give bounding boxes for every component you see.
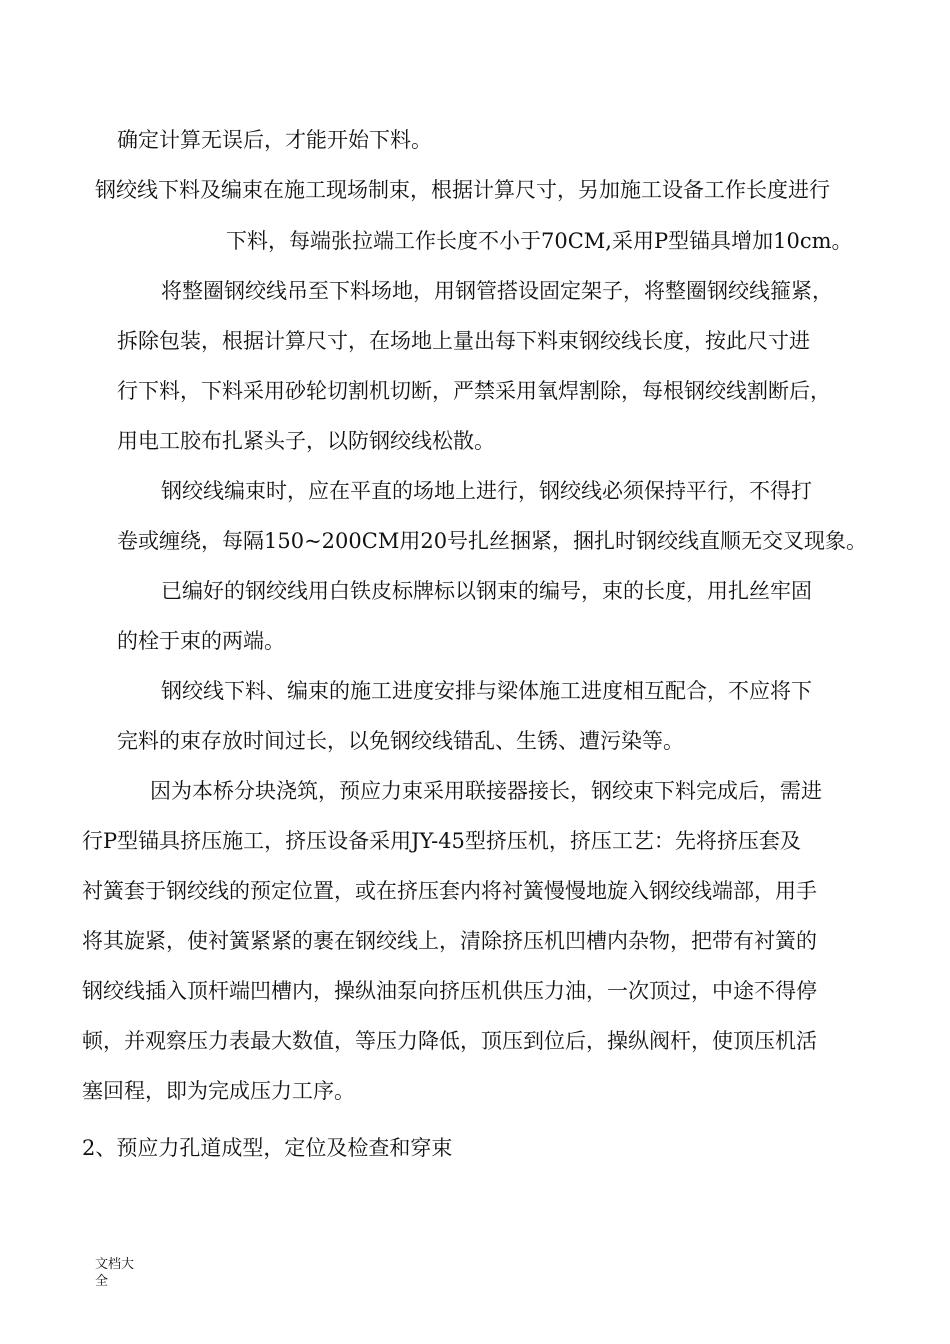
text-line: 钢绞线下料、编束的施工进度安排与梁体施工进度相互配合，不应将下 xyxy=(161,679,812,703)
text-line: 卷或缠绕，每隔150~200CM用20号扎丝捆紧，捆扎时钢绞线直顺无交叉现象。 xyxy=(117,529,868,553)
text-line: 下料，每端张拉端工作长度不小于70CM,采用P型锚具增加10cm。 xyxy=(226,229,853,253)
text-line: 钢绞线插入顶杆端凹槽内，操纵油泵向挤压机供压力油，一次顶过，中途不得停 xyxy=(82,979,817,1003)
text-line: 行P型锚具挤压施工，挤压设备采用JY-45型挤压机，挤压工艺：先将挤压套及 xyxy=(82,829,801,853)
text-line: 塞回程，即为完成压力工序。 xyxy=(82,1079,355,1103)
text-line: 确定计算无误后，才能开始下料。 xyxy=(117,128,432,152)
text-line: 完料的束存放时间过长，以免钢绞线错乱、生锈、遭污染等。 xyxy=(117,729,684,753)
text-line: 顿，并观察压力表最大数值，等压力降低，顶压到位后，操纵阀杆，使顶压机活 xyxy=(82,1029,817,1053)
page-footer: 文档大全 xyxy=(95,1257,135,1289)
text-line: 用电工胶布扎紧头子，以防钢绞线松散。 xyxy=(117,429,495,453)
text-line: 将整圈钢绞线吊至下料场地，用钢管搭设固定架子，将整圈钢绞线箍紧， xyxy=(161,279,833,303)
text-line: 将其旋紧，使衬簧紧紧的裹在钢绞线上，清除挤压机凹槽内杂物，把带有衬簧的 xyxy=(82,929,817,953)
text-line: 行下料，下料采用砂轮切割机切断，严禁采用氧焊割除，每根钢绞线割断后， xyxy=(117,379,831,403)
text-line: 拆除包装，根据计算尺寸，在场地上量出每下料束钢绞线长度，按此尺寸进 xyxy=(117,329,810,353)
text-line: 衬簧套于钢绞线的预定位置，或在挤压套内将衬簧慢慢地旋入钢绞线端部，用手 xyxy=(82,879,817,903)
text-line: 已编好的钢绞线用白铁皮标牌标以钢束的编号，束的长度，用扎丝牢固 xyxy=(161,579,812,603)
text-line: 的栓于束的两端。 xyxy=(117,629,285,653)
text-line: 钢绞线下料及编束在施工现场制束，根据计算尺寸，另加施工设备工作长度进行 xyxy=(95,178,830,202)
text-line: 钢绞线编束时，应在平直的场地上进行，钢绞线必须保持平行，不得打 xyxy=(161,479,812,503)
text-line: 因为本桥分块浇筑，预应力束采用联接器接长，钢绞束下料完成后，需进 xyxy=(150,779,822,803)
section-heading: 2、预应力孔道成型，定位及检查和穿束 xyxy=(82,1136,453,1160)
